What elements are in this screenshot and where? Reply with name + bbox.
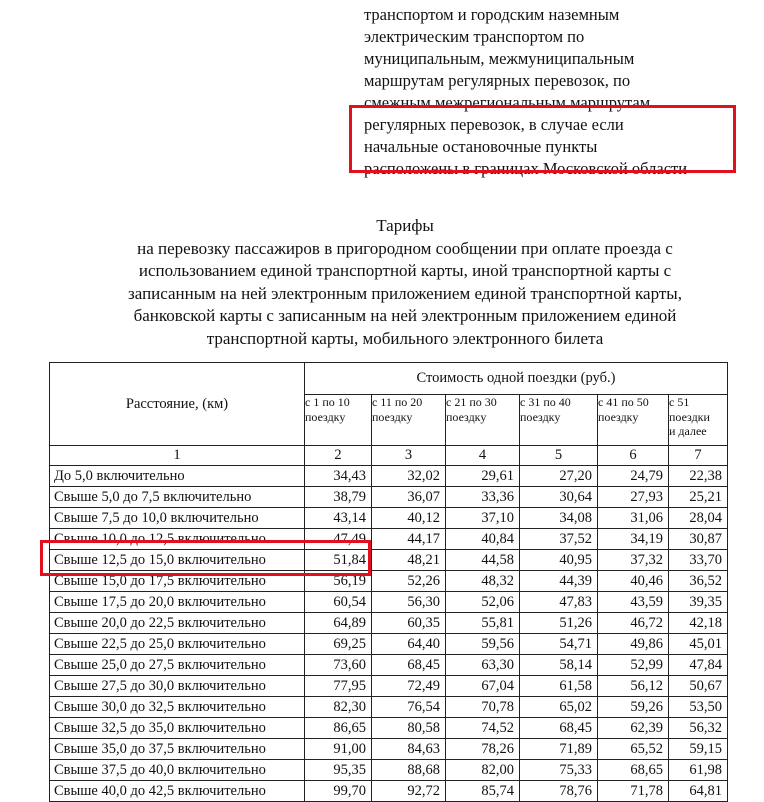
column-index-cell: 3 [372, 446, 446, 466]
price-cell: 68,45 [520, 718, 598, 739]
column-index-cell: 2 [305, 446, 372, 466]
trip-range-header [446, 395, 520, 446]
price-cell: 52,26 [372, 571, 446, 592]
price-cell: 45,01 [669, 634, 728, 655]
price-cell: 56,19 [305, 571, 372, 592]
tariff-table [49, 362, 728, 802]
price-cell: 34,08 [520, 508, 598, 529]
price-cell: 77,95 [305, 676, 372, 697]
price-cell: 27,93 [598, 487, 669, 508]
price-cell: 37,10 [446, 508, 520, 529]
distance-header: Расстояние, (км) [50, 363, 305, 446]
price-cell: 68,65 [598, 760, 669, 781]
distance-cell: Свыше 12,5 до 15,0 включительно [50, 550, 305, 571]
header-line: регулярных перевозок, в случае если [364, 115, 624, 134]
price-cell: 33,70 [669, 550, 728, 571]
distance-cell: Свыше 30,0 до 32,5 включительно [50, 697, 305, 718]
highlight-box-row [40, 540, 371, 576]
price-cell: 36,52 [669, 571, 728, 592]
price-cell: 39,35 [669, 592, 728, 613]
price-cell: 51,26 [520, 613, 598, 634]
price-cell: 40,95 [520, 550, 598, 571]
table-row [50, 634, 728, 655]
price-cell: 95,35 [305, 760, 372, 781]
price-cell: 54,71 [520, 634, 598, 655]
table-row [50, 487, 728, 508]
price-cell: 30,64 [520, 487, 598, 508]
price-cell: 48,21 [372, 550, 446, 571]
trip-range-header [305, 395, 372, 446]
price-cell: 34,43 [305, 466, 372, 487]
price-cell: 88,68 [372, 760, 446, 781]
trip-range-header [520, 395, 598, 446]
price-cell: 71,89 [520, 739, 598, 760]
price-cell: 52,99 [598, 655, 669, 676]
price-cell: 59,26 [598, 697, 669, 718]
price-cell: 44,17 [372, 529, 446, 550]
price-cell: 74,52 [446, 718, 520, 739]
tariff-title-block [60, 215, 750, 350]
distance-cell: Свыше 5,0 до 7,5 включительно [50, 487, 305, 508]
price-cell: 84,63 [372, 739, 446, 760]
table-row [50, 739, 728, 760]
price-cell: 51,84 [305, 550, 372, 571]
distance-cell: Свыше 40,0 до 42,5 включительно [50, 781, 305, 802]
price-cell: 85,74 [446, 781, 520, 802]
trip-range-header-line: с 51 [669, 395, 690, 409]
header-line: электрическим транспортом по [364, 27, 585, 46]
column-index-row [50, 446, 728, 466]
trip-range-header-line: с 41 по 50 [598, 395, 649, 409]
header-line: начальные остановочные пункты [364, 137, 598, 156]
price-cell: 64,81 [669, 781, 728, 802]
tariff-subtitle-line: транспортной карты, мобильного электронного билета [206, 328, 604, 348]
column-index-cell: 4 [446, 446, 520, 466]
trip-range-header-line: поездку [598, 409, 639, 424]
header-line: маршрутам регулярных перевозок, по [364, 71, 631, 90]
price-cell: 64,89 [305, 613, 372, 634]
price-cell: 56,12 [598, 676, 669, 697]
price-cell: 65,52 [598, 739, 669, 760]
price-cell: 82,00 [446, 760, 520, 781]
trip-range-header-line: с 11 по 20 [372, 395, 423, 409]
price-cell: 43,59 [598, 592, 669, 613]
price-cell: 65,02 [520, 697, 598, 718]
tariff-subtitle-line: банковской карты с записанным на ней электронным приложением единой [133, 306, 677, 325]
trip-range-header-line: поездки [669, 409, 710, 424]
price-cell: 59,15 [669, 739, 728, 760]
price-cell: 80,58 [372, 718, 446, 739]
price-cell: 37,32 [598, 550, 669, 571]
table-row [50, 613, 728, 634]
table-row [50, 508, 728, 529]
price-cell: 55,81 [446, 613, 520, 634]
column-index-cell: 7 [669, 446, 728, 466]
price-cell: 99,70 [305, 781, 372, 802]
price-cell: 86,65 [305, 718, 372, 739]
header-line: муниципальным, межмуниципальным [364, 49, 635, 68]
price-cell: 46,72 [598, 613, 669, 634]
price-cell: 40,46 [598, 571, 669, 592]
column-index-cell: 6 [598, 446, 669, 466]
price-cell: 67,04 [446, 676, 520, 697]
price-cell: 69,25 [305, 634, 372, 655]
table-row [50, 676, 728, 697]
price-cell: 61,58 [520, 676, 598, 697]
price-cell: 42,18 [669, 613, 728, 634]
price-cell: 82,30 [305, 697, 372, 718]
price-cell: 50,67 [669, 676, 728, 697]
distance-cell: Свыше 20,0 до 22,5 включительно [50, 613, 305, 634]
trip-range-header-line: с 1 по 10 [305, 395, 350, 409]
price-cell: 60,54 [305, 592, 372, 613]
trip-range-header-line: поездку [305, 409, 346, 424]
price-cell: 92,72 [372, 781, 446, 802]
price-cell: 44,39 [520, 571, 598, 592]
table-row [50, 466, 728, 487]
column-index-cell: 5 [520, 446, 598, 466]
price-cell: 30,87 [669, 529, 728, 550]
price-cell: 31,06 [598, 508, 669, 529]
trip-range-header [669, 395, 728, 446]
price-cell: 59,56 [446, 634, 520, 655]
price-cell: 56,30 [372, 592, 446, 613]
price-cell: 75,33 [520, 760, 598, 781]
price-cell: 37,52 [520, 529, 598, 550]
price-cell: 47,49 [305, 529, 372, 550]
price-cell: 32,02 [372, 466, 446, 487]
header-line: расположены в границах Московской области [364, 159, 688, 178]
price-cell: 40,12 [372, 508, 446, 529]
tariff-title: Тарифы [376, 216, 434, 235]
table-row [50, 697, 728, 718]
highlight-box-header [349, 105, 736, 173]
price-cell: 68,45 [372, 655, 446, 676]
price-cell: 40,84 [446, 529, 520, 550]
table-row [50, 655, 728, 676]
column-index-cell: 1 [50, 446, 305, 466]
price-cell: 52,06 [446, 592, 520, 613]
price-cell: 44,58 [446, 550, 520, 571]
header-line: смежным межрегиональным маршрутам [364, 93, 651, 112]
distance-cell: Свыше 10,0 до 12,5 включительно [50, 529, 305, 550]
price-cell: 78,26 [446, 739, 520, 760]
distance-cell: Свыше 25,0 до 27,5 включительно [50, 655, 305, 676]
distance-cell: Свыше 37,5 до 40,0 включительно [50, 760, 305, 781]
distance-cell: До 5,0 включительно [50, 466, 305, 487]
trip-range-header-line: поездку [520, 409, 561, 424]
price-cell: 63,30 [446, 655, 520, 676]
tariff-subtitle-line: записанным на ней электронным приложением единой транспортной карты, [128, 283, 682, 303]
price-cell: 61,98 [669, 760, 728, 781]
price-cell: 76,54 [372, 697, 446, 718]
price-cell: 43,14 [305, 508, 372, 529]
trip-range-header-line: с 21 по 30 [446, 395, 497, 409]
price-cell: 53,50 [669, 697, 728, 718]
tariff-subtitle-line: на перевозку пассажиров в пригородном сообщении при оплате проезда с [137, 238, 673, 258]
price-cell: 56,32 [669, 718, 728, 739]
price-cell: 64,40 [372, 634, 446, 655]
tariff-subtitle-line: использованием единой транспортной карты, иной транспортной карты с [138, 261, 672, 280]
price-cell: 58,14 [520, 655, 598, 676]
price-cell: 72,49 [372, 676, 446, 697]
distance-cell: Свыше 27,5 до 30,0 включительно [50, 676, 305, 697]
table-row [50, 718, 728, 739]
trip-range-header [372, 395, 446, 446]
price-cell: 62,39 [598, 718, 669, 739]
price-cell: 24,79 [598, 466, 669, 487]
header-line: транспортом и городским наземным [364, 5, 620, 24]
trip-range-header-line: с 31 по 40 [520, 395, 571, 409]
price-cell: 60,35 [372, 613, 446, 634]
price-cell: 36,07 [372, 487, 446, 508]
price-cell: 33,36 [446, 487, 520, 508]
price-cell: 91,00 [305, 739, 372, 760]
trip-range-header [598, 395, 669, 446]
distance-cell: Свыше 32,5 до 35,0 включительно [50, 718, 305, 739]
price-cell: 49,86 [598, 634, 669, 655]
table-row [50, 592, 728, 613]
trip-range-header-line: и далее [669, 424, 707, 438]
cost-header: Стоимость одной поездки (руб.) [305, 363, 728, 395]
price-cell: 78,76 [520, 781, 598, 802]
distance-cell: Свыше 22,5 до 25,0 включительно [50, 634, 305, 655]
price-cell: 47,83 [520, 592, 598, 613]
trip-range-header-line: поездку [372, 409, 413, 424]
price-cell: 73,60 [305, 655, 372, 676]
price-cell: 29,61 [446, 466, 520, 487]
distance-cell: Свыше 15,0 до 17,5 включительно [50, 571, 305, 592]
distance-cell: Свыше 35,0 до 37,5 включительно [50, 739, 305, 760]
price-cell: 38,79 [305, 487, 372, 508]
distance-cell: Свыше 7,5 до 10,0 включительно [50, 508, 305, 529]
table-row [50, 760, 728, 781]
price-cell: 27,20 [520, 466, 598, 487]
distance-cell: Свыше 17,5 до 20,0 включительно [50, 592, 305, 613]
price-cell: 70,78 [446, 697, 520, 718]
price-cell: 25,21 [669, 487, 728, 508]
price-cell: 47,84 [669, 655, 728, 676]
price-cell: 71,78 [598, 781, 669, 802]
price-cell: 28,04 [669, 508, 728, 529]
price-cell: 34,19 [598, 529, 669, 550]
table-row [50, 781, 728, 802]
trip-range-header-line: поездку [446, 409, 487, 424]
price-cell: 48,32 [446, 571, 520, 592]
price-cell: 22,38 [669, 466, 728, 487]
